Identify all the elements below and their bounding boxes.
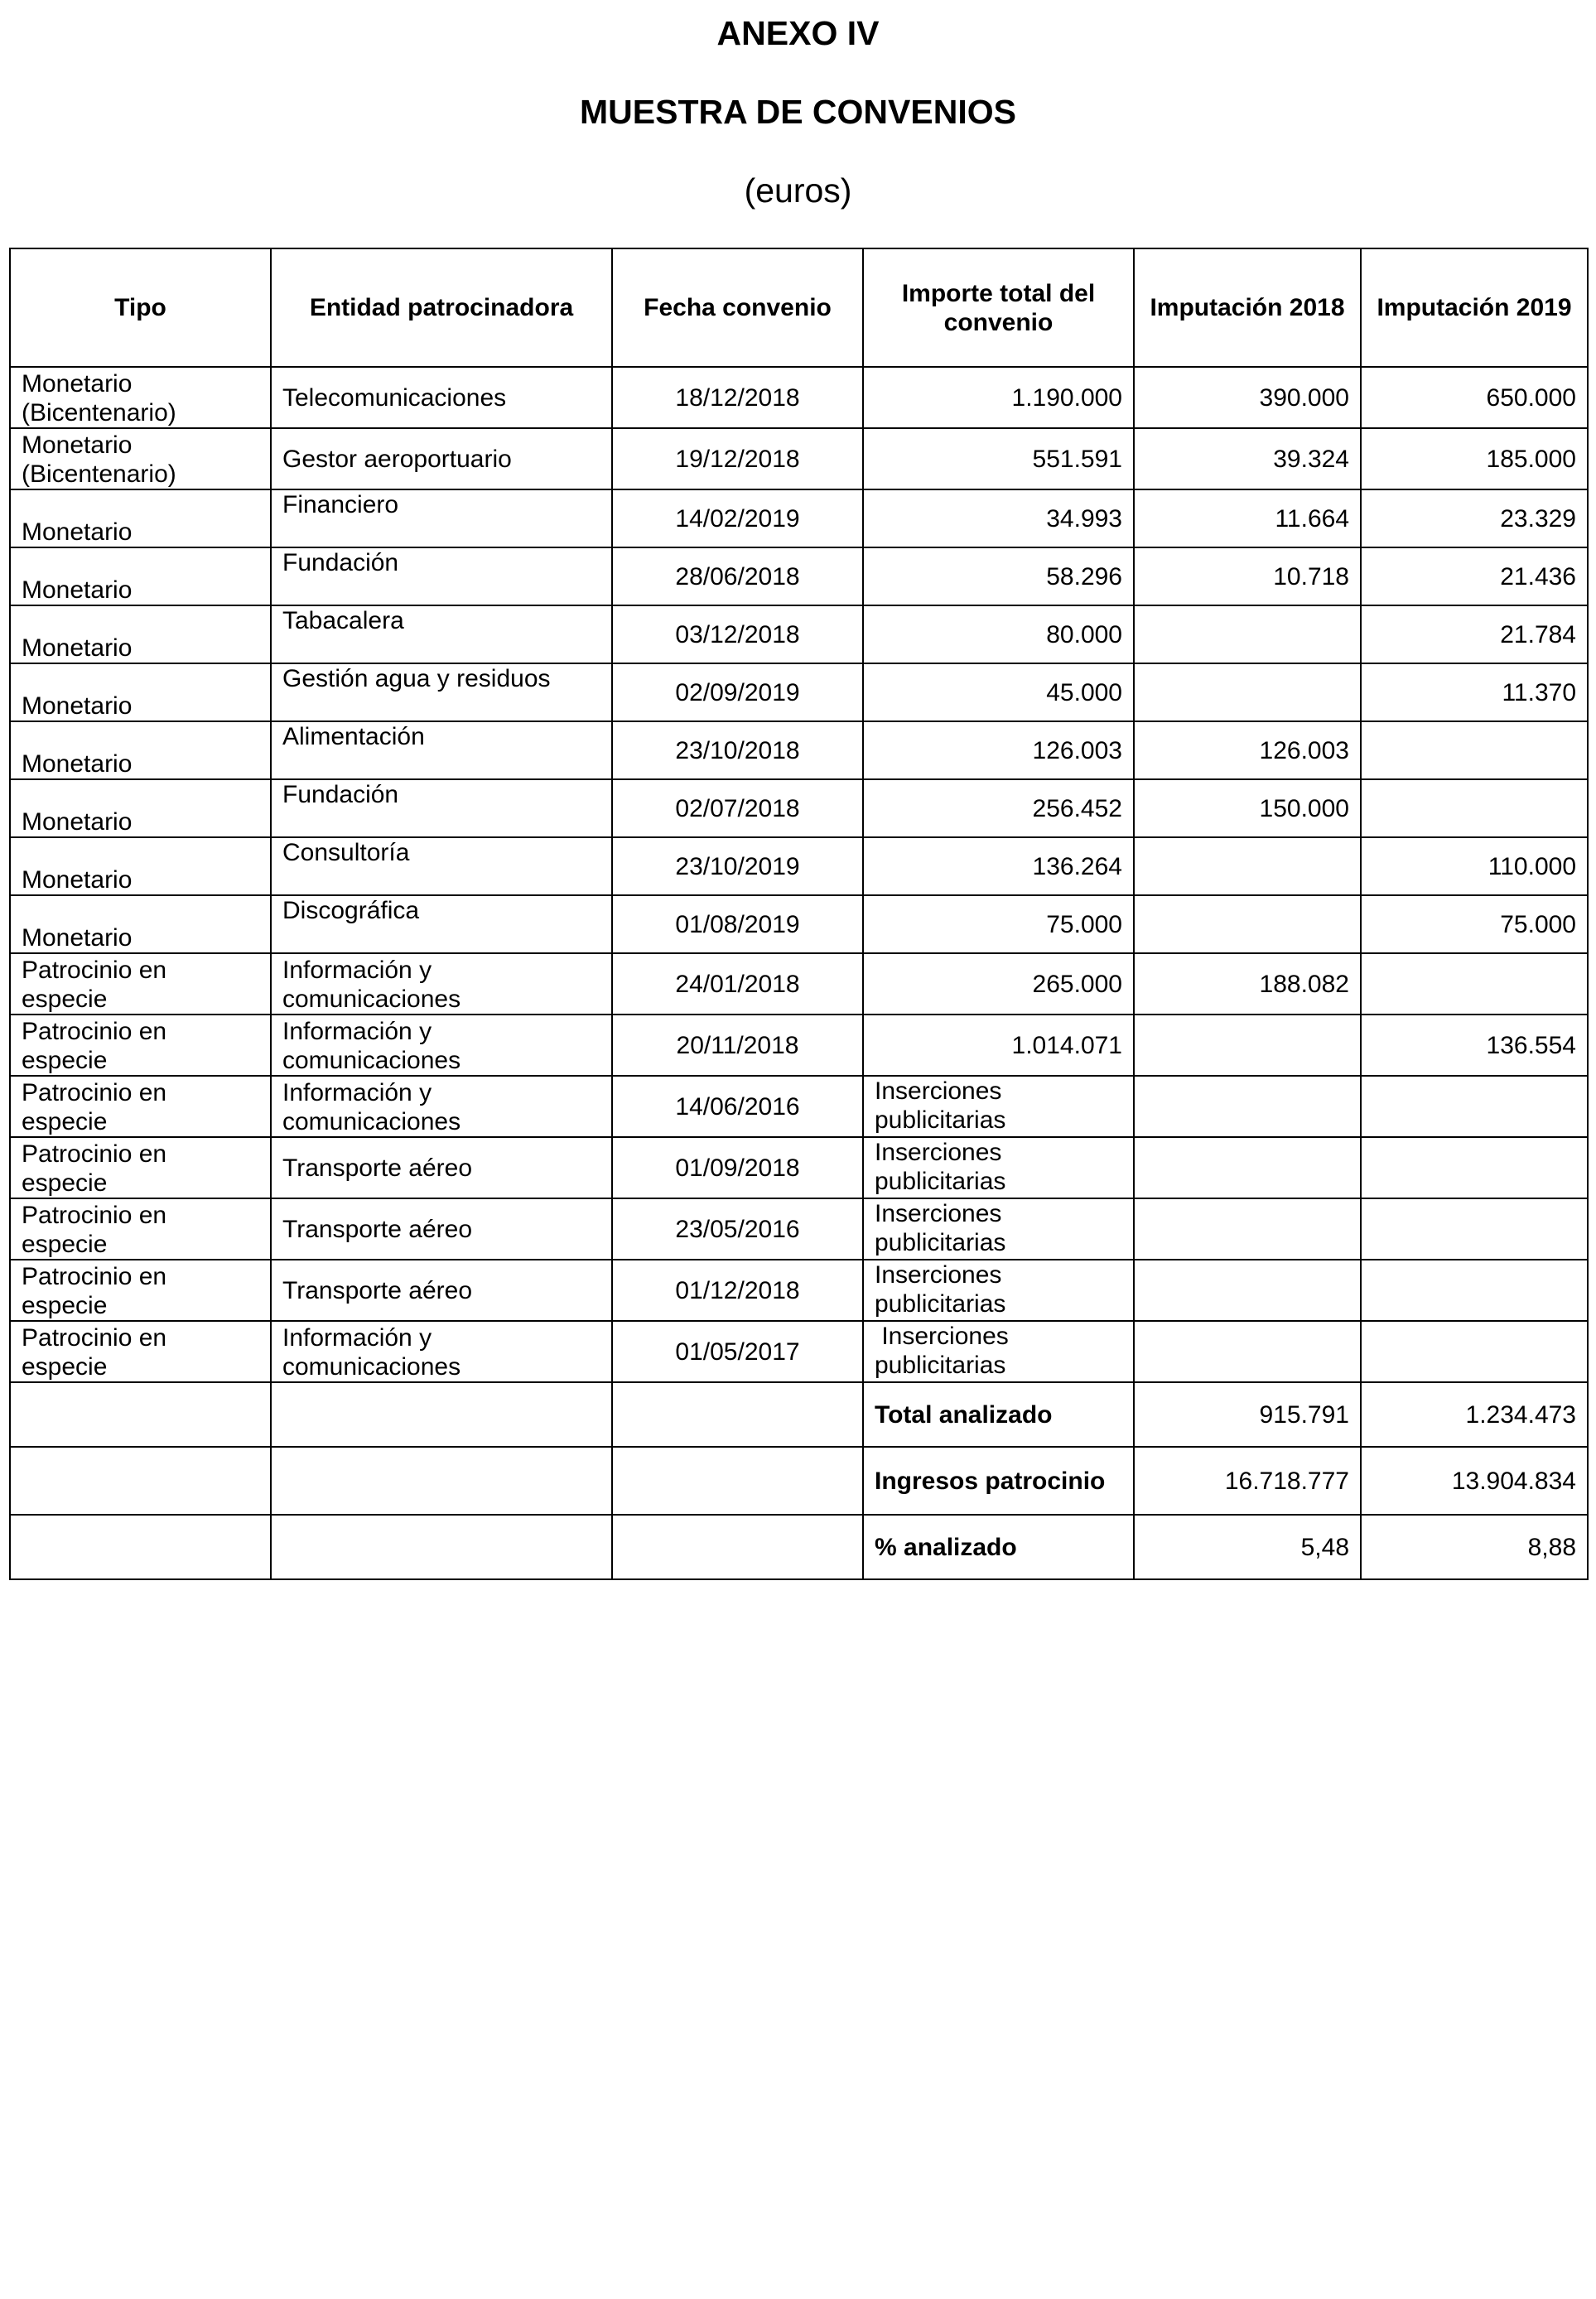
- empty-cell: [10, 1447, 271, 1515]
- table-row: [10, 1076, 1588, 1137]
- entidad-line: Información y: [282, 957, 432, 984]
- table-row: [10, 428, 1588, 489]
- cell-imputacion-2018: [1134, 605, 1361, 663]
- empty-cell: [612, 1382, 863, 1447]
- cell-imputacion-2019: [1361, 1137, 1588, 1198]
- cell-fecha: 01/05/2017: [612, 1321, 863, 1382]
- tipo-line: especie: [22, 1353, 108, 1381]
- cell-tipo: [10, 779, 271, 837]
- tipo-line: especie: [22, 1047, 108, 1074]
- cell-tipo: [10, 1198, 271, 1260]
- tipo-line: especie: [22, 1108, 108, 1135]
- entidad-line: Información y: [282, 1079, 432, 1106]
- cell-fecha: 20/11/2018: [612, 1015, 863, 1076]
- summary-imputacion-2019: 8,88: [1361, 1515, 1588, 1579]
- cell-tipo: [10, 489, 271, 547]
- tipo-line: especie: [22, 1292, 108, 1319]
- cell-importe: 136.264: [863, 837, 1134, 895]
- header-entidad: Entidad patrocinadora: [271, 248, 612, 367]
- table-row: [10, 779, 1588, 837]
- cell-tipo: [10, 428, 271, 489]
- cell-imputacion-2019: 136.554: [1361, 1015, 1588, 1076]
- table-row: [10, 953, 1588, 1015]
- entidad-line: Información y: [282, 1324, 432, 1352]
- cell-imputacion-2018: 188.082: [1134, 953, 1361, 1015]
- tipo-line: Monetario: [22, 692, 133, 720]
- agreements-table: [9, 248, 1589, 1580]
- tipo-line: Patrocinio en: [22, 1202, 167, 1229]
- summary-label: Ingresos patrocinio: [863, 1447, 1134, 1515]
- tipo-line: (Bicentenario): [22, 399, 176, 427]
- cell-entidad: [271, 1321, 612, 1382]
- cell-fecha: 02/07/2018: [612, 779, 863, 837]
- empty-cell: [612, 1515, 863, 1579]
- table-row: [10, 1015, 1588, 1076]
- cell-entidad: [271, 428, 612, 489]
- cell-entidad: [271, 953, 612, 1015]
- entidad-line: Tabacalera: [282, 607, 404, 634]
- tipo-line: Patrocinio en: [22, 1079, 167, 1106]
- entidad-line: Información y: [282, 1018, 432, 1045]
- entidad-line: Transporte aéreo: [282, 1215, 473, 1243]
- importe-line: Inserciones: [875, 1077, 1002, 1105]
- table-row: [10, 1137, 1588, 1198]
- tipo-line: Monetario: [22, 431, 133, 459]
- cell-importe: 265.000: [863, 953, 1134, 1015]
- cell-tipo: [10, 1321, 271, 1382]
- cell-entidad: [271, 605, 612, 663]
- tipo-line: (Bicentenario): [22, 460, 176, 488]
- cell-imputacion-2018: [1134, 1321, 1361, 1382]
- document-subtitle: MUESTRA DE CONVENIOS: [580, 93, 1016, 131]
- cell-imputacion-2019: [1361, 1321, 1588, 1382]
- empty-cell: [10, 1382, 271, 1447]
- tipo-line: Patrocinio en: [22, 957, 167, 984]
- document-title: ANEXO IV: [716, 14, 880, 52]
- cell-tipo: [10, 953, 271, 1015]
- cell-imputacion-2018: [1134, 1076, 1361, 1137]
- cell-importe: [863, 1321, 1134, 1382]
- empty-cell: [271, 1382, 612, 1447]
- cell-tipo: [10, 1137, 271, 1198]
- tipo-line: Monetario: [22, 370, 133, 398]
- cell-fecha: 19/12/2018: [612, 428, 863, 489]
- table-row: [10, 489, 1588, 547]
- cell-entidad: [271, 1260, 612, 1321]
- cell-entidad: [271, 721, 612, 779]
- cell-imputacion-2019: [1361, 1198, 1588, 1260]
- tipo-line: Patrocinio en: [22, 1263, 167, 1290]
- cell-importe: 45.000: [863, 663, 1134, 721]
- cell-entidad: [271, 1076, 612, 1137]
- summary-imputacion-2018: 5,48: [1134, 1515, 1361, 1579]
- table-row: [10, 1321, 1588, 1382]
- entidad-line: Telecomunicaciones: [282, 383, 507, 412]
- table-row: [10, 367, 1588, 428]
- cell-imputacion-2019: 23.329: [1361, 489, 1588, 547]
- cell-importe: 1.190.000: [863, 367, 1134, 428]
- cell-imputacion-2019: 11.370: [1361, 663, 1588, 721]
- cell-fecha: 01/12/2018: [612, 1260, 863, 1321]
- entidad-line: comunicaciones: [282, 1108, 461, 1135]
- importe-line: publicitarias: [875, 1352, 1006, 1379]
- cell-fecha: 01/08/2019: [612, 895, 863, 953]
- cell-importe: [863, 1198, 1134, 1260]
- cell-imputacion-2018: [1134, 1137, 1361, 1198]
- empty-cell: [271, 1447, 612, 1515]
- cell-imputacion-2018: 126.003: [1134, 721, 1361, 779]
- cell-importe: 126.003: [863, 721, 1134, 779]
- cell-importe: 551.591: [863, 428, 1134, 489]
- table-header-row: [10, 248, 1588, 367]
- cell-imputacion-2019: [1361, 953, 1588, 1015]
- summary-imputacion-2018: 16.718.777: [1134, 1447, 1361, 1515]
- tipo-line: Monetario: [22, 924, 133, 952]
- cell-importe: 34.993: [863, 489, 1134, 547]
- cell-entidad: [271, 1198, 612, 1260]
- cell-imputacion-2018: [1134, 1260, 1361, 1321]
- header-importe: Importe total del convenio: [863, 248, 1134, 367]
- cell-tipo: [10, 605, 271, 663]
- cell-imputacion-2018: [1134, 895, 1361, 953]
- cell-entidad: [271, 895, 612, 953]
- table-row: [10, 605, 1588, 663]
- table-row: [10, 721, 1588, 779]
- importe-line: Inserciones: [875, 1200, 1002, 1227]
- cell-importe: [863, 1076, 1134, 1137]
- entidad-line: Discográfica: [282, 897, 420, 924]
- cell-fecha: 03/12/2018: [612, 605, 863, 663]
- summary-imputacion-2019: 13.904.834: [1361, 1447, 1588, 1515]
- entidad-line: Gestor aeroportuario: [282, 445, 512, 473]
- cell-imputacion-2019: 21.784: [1361, 605, 1588, 663]
- cell-tipo: [10, 1015, 271, 1076]
- table-row: [10, 663, 1588, 721]
- summary-imputacion-2018: 915.791: [1134, 1382, 1361, 1447]
- cell-imputacion-2018: [1134, 1015, 1361, 1076]
- cell-imputacion-2019: 21.436: [1361, 547, 1588, 605]
- entidad-line: Alimentación: [282, 723, 425, 750]
- header-imputacion-2018: Imputación 2018: [1134, 248, 1361, 367]
- entidad-line: Transporte aéreo: [282, 1276, 473, 1304]
- cell-tipo: [10, 721, 271, 779]
- cell-imputacion-2018: 11.664: [1134, 489, 1361, 547]
- entidad-line: Gestión agua y residuos: [282, 665, 551, 692]
- empty-cell: [612, 1447, 863, 1515]
- cell-imputacion-2019: 650.000: [1361, 367, 1588, 428]
- tipo-line: Patrocinio en: [22, 1324, 167, 1352]
- cell-imputacion-2018: [1134, 1198, 1361, 1260]
- entidad-line: Financiero: [282, 491, 399, 518]
- entidad-line: Consultoría: [282, 839, 410, 866]
- header-imputacion-2019: Imputación 2019: [1361, 248, 1588, 367]
- importe-line: publicitarias: [875, 1229, 1006, 1256]
- cell-tipo: [10, 547, 271, 605]
- importe-line: publicitarias: [875, 1290, 1006, 1318]
- importe-line: publicitarias: [875, 1106, 1006, 1134]
- cell-entidad: [271, 1137, 612, 1198]
- cell-fecha: 24/01/2018: [612, 953, 863, 1015]
- tipo-line: Monetario: [22, 518, 133, 546]
- summary-row: [10, 1447, 1588, 1515]
- cell-entidad: [271, 837, 612, 895]
- tipo-line: Monetario: [22, 576, 133, 604]
- cell-entidad: [271, 489, 612, 547]
- importe-line: Inserciones: [875, 1323, 1009, 1350]
- summary-label: Total analizado: [863, 1382, 1134, 1447]
- cell-fecha: 23/05/2016: [612, 1198, 863, 1260]
- importe-line: Inserciones: [875, 1261, 1002, 1289]
- cell-fecha: 23/10/2019: [612, 837, 863, 895]
- entidad-line: comunicaciones: [282, 986, 461, 1013]
- header-tipo: Tipo: [10, 248, 271, 367]
- tipo-line: Monetario: [22, 634, 133, 662]
- cell-imputacion-2018: [1134, 663, 1361, 721]
- cell-imputacion-2019: 185.000: [1361, 428, 1588, 489]
- cell-imputacion-2019: [1361, 1260, 1588, 1321]
- entidad-line: Transporte aéreo: [282, 1154, 473, 1182]
- cell-importe: [863, 1260, 1134, 1321]
- entidad-line: Fundación: [282, 781, 399, 808]
- table-row: [10, 1260, 1588, 1321]
- tipo-line: Patrocinio en: [22, 1018, 167, 1045]
- cell-fecha: 18/12/2018: [612, 367, 863, 428]
- table-body: [10, 367, 1588, 1579]
- summary-imputacion-2019: 1.234.473: [1361, 1382, 1588, 1447]
- cell-importe: 75.000: [863, 895, 1134, 953]
- cell-entidad: [271, 779, 612, 837]
- cell-fecha: 23/10/2018: [612, 721, 863, 779]
- cell-importe: 58.296: [863, 547, 1134, 605]
- table-row: [10, 837, 1588, 895]
- entidad-line: comunicaciones: [282, 1353, 461, 1381]
- tipo-line: especie: [22, 1231, 108, 1258]
- summary-row: [10, 1382, 1588, 1447]
- cell-imputacion-2019: [1361, 1076, 1588, 1137]
- cell-imputacion-2019: 110.000: [1361, 837, 1588, 895]
- cell-entidad: [271, 367, 612, 428]
- header-fecha: Fecha convenio: [612, 248, 863, 367]
- cell-fecha: 28/06/2018: [612, 547, 863, 605]
- empty-cell: [271, 1515, 612, 1579]
- cell-imputacion-2019: [1361, 779, 1588, 837]
- empty-cell: [10, 1515, 271, 1579]
- table-row: [10, 1198, 1588, 1260]
- cell-tipo: [10, 663, 271, 721]
- cell-imputacion-2019: [1361, 721, 1588, 779]
- cell-fecha: 01/09/2018: [612, 1137, 863, 1198]
- cell-imputacion-2019: 75.000: [1361, 895, 1588, 953]
- cell-fecha: 02/09/2019: [612, 663, 863, 721]
- table-row: [10, 895, 1588, 953]
- importe-line: publicitarias: [875, 1168, 1006, 1195]
- summary-label: % analizado: [863, 1515, 1134, 1579]
- tipo-line: Patrocinio en: [22, 1140, 167, 1168]
- cell-imputacion-2018: 150.000: [1134, 779, 1361, 837]
- tipo-line: especie: [22, 986, 108, 1013]
- importe-line: Inserciones: [875, 1139, 1002, 1166]
- cell-importe: 1.014.071: [863, 1015, 1134, 1076]
- cell-entidad: [271, 1015, 612, 1076]
- tipo-line: especie: [22, 1169, 108, 1197]
- cell-entidad: [271, 663, 612, 721]
- currency-unit: (euros): [744, 171, 852, 210]
- cell-importe: 256.452: [863, 779, 1134, 837]
- tipo-line: Monetario: [22, 750, 133, 778]
- cell-imputacion-2018: 390.000: [1134, 367, 1361, 428]
- cell-tipo: [10, 895, 271, 953]
- tipo-line: Monetario: [22, 866, 133, 894]
- cell-tipo: [10, 1076, 271, 1137]
- cell-importe: 80.000: [863, 605, 1134, 663]
- cell-fecha: 14/06/2016: [612, 1076, 863, 1137]
- cell-fecha: 14/02/2019: [612, 489, 863, 547]
- cell-imputacion-2018: [1134, 837, 1361, 895]
- cell-tipo: [10, 367, 271, 428]
- cell-importe: [863, 1137, 1134, 1198]
- summary-row: [10, 1515, 1588, 1579]
- cell-tipo: [10, 1260, 271, 1321]
- entidad-line: Fundación: [282, 549, 399, 576]
- entidad-line: comunicaciones: [282, 1047, 461, 1074]
- tipo-line: Monetario: [22, 808, 133, 836]
- cell-imputacion-2018: 39.324: [1134, 428, 1361, 489]
- cell-tipo: [10, 837, 271, 895]
- cell-imputacion-2018: 10.718: [1134, 547, 1361, 605]
- cell-entidad: [271, 547, 612, 605]
- table-row: [10, 547, 1588, 605]
